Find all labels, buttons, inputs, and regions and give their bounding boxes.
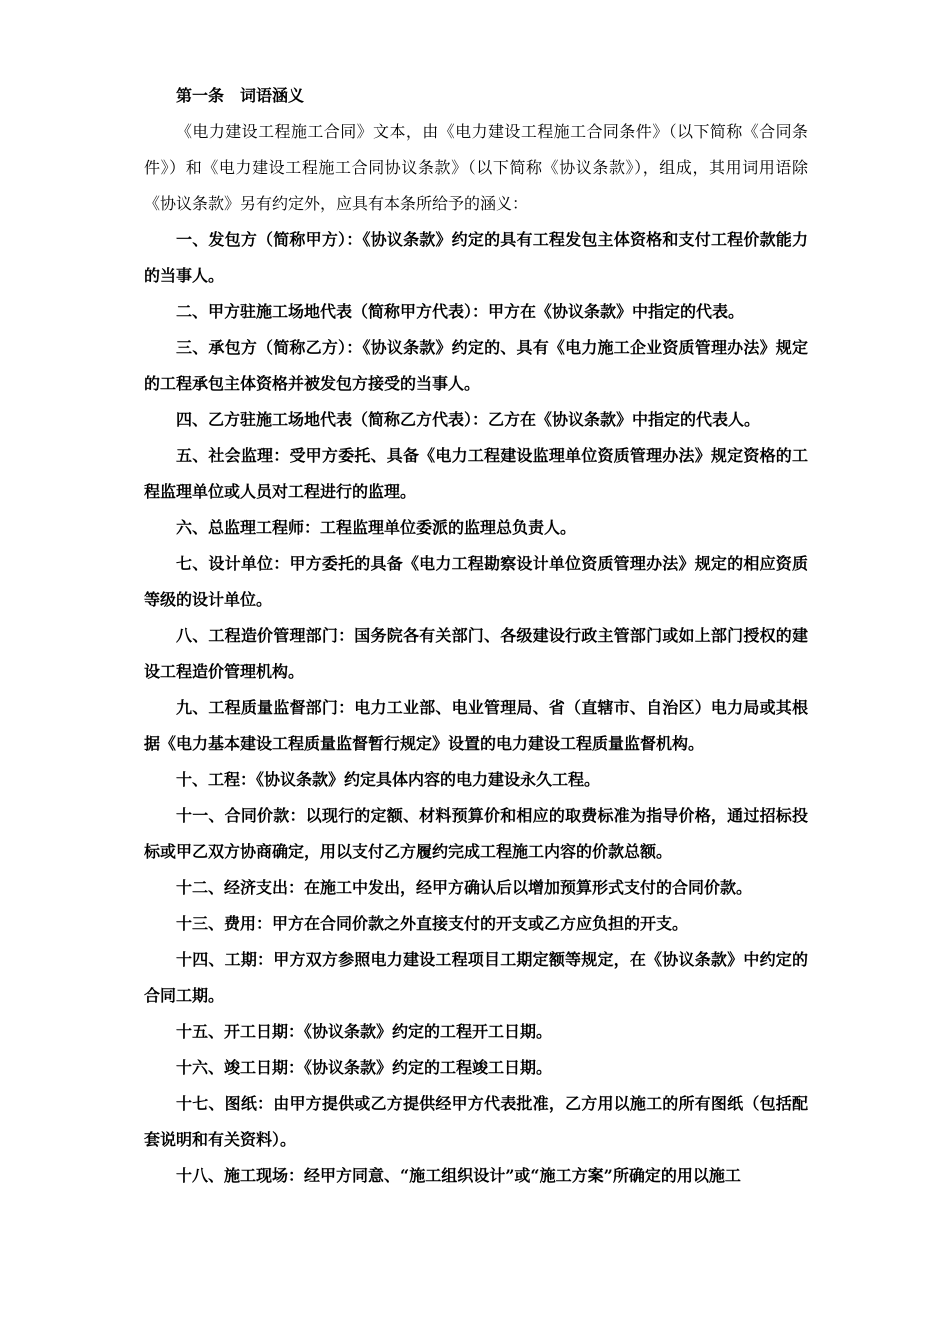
definition-item-9: 九、工程质量监督部门：电力工业部、电业管理局、省（直辖市、自治区）电力局或其根据《电力基本建设工程质量监督暂行规定》设置的电力建设工程质量监督机构。 (144, 698, 808, 753)
definition-item-13: 十三、费用：甲方在合同价款之外直接支付的开支或乙方应负担的开支。 (176, 914, 689, 933)
definition-item-11: 十一、合同价款：以现行的定额、材料预算价和相应的取费标准为指导价格，通过招标投标或甲乙双方协商确定，用以支付乙方履约完成工程施工内容的价款总额。 (144, 806, 808, 861)
definition-item-5: 五、社会监理：受甲方委托、具备《电力工程建设监理单位资质管理办法》规定资格的工程监理单位或人员对工程进行的监理。 (144, 446, 808, 501)
definition-item-18: 十八、施工现场：经甲方同意、“施工组织设计”或“施工方案”所确定的用以施工 (176, 1166, 741, 1185)
definition-item-17: 十七、图纸：由甲方提供或乙方提供经甲方代表批准，乙方用以施工的所有图纸（包括配套说明和有关资料）。 (144, 1094, 808, 1149)
document-body (144, 78, 808, 1194)
definition-item-16: 十六、竣工日期：《协议条款》约定的工程竣工日期。 (176, 1058, 553, 1077)
definition-item-6: 六、总监理工程师：工程监理单位委派的监理总负责人。 (176, 518, 577, 537)
intro-paragraph: 《电力建设工程施工合同》文本，由《电力建设工程施工合同条件》（以下简称《合同条件》）和《电力建设工程施工合同协议条款》（以下简称《协议条款》），组成，其用词用语除《协议条款》另有约定外，应具有本条所给予的涵义： (144, 122, 808, 213)
definition-item-4: 四、乙方驻施工场地代表（简称乙方代表）：乙方在《协议条款》中指定的代表人。 (176, 410, 761, 429)
definition-item-2: 二、甲方驻施工场地代表（简称甲方代表）：甲方在《协议条款》中指定的代表。 (176, 302, 745, 321)
article-heading: 第一条 词语涵义 (176, 86, 305, 105)
definition-item-10: 十、工程：《协议条款》约定具体内容的电力建设永久工程。 (176, 770, 601, 789)
definition-item-3: 三、承包方（简称乙方）：《协议条款》约定的、具有《电力施工企业资质管理办法》规定的工程承包主体资格并被发包方接受的当事人。 (144, 338, 808, 393)
definition-item-8: 八、工程造价管理部门：国务院各有关部门、各级建设行政主管部门或如上部门授权的建设工程造价管理机构。 (144, 626, 808, 681)
definition-item-1: 一、发包方（简称甲方）：《协议条款》约定的具有工程发包主体资格和支付工程价款能力的当事人。 (144, 230, 808, 285)
definition-item-7: 七、设计单位：甲方委托的具备《电力工程勘察设计单位资质管理办法》规定的相应资质等级的设计单位。 (144, 554, 808, 609)
definition-item-12: 十二、经济支出：在施工中发出，经甲方确认后以增加预算形式支付的合同价款。 (176, 878, 753, 897)
definition-item-15: 十五、开工日期：《协议条款》约定的工程开工日期。 (176, 1022, 553, 1041)
definition-item-14: 十四、工期：甲方双方参照电力建设工程项目工期定额等规定，在《协议条款》中约定的合同工期。 (144, 950, 808, 1005)
